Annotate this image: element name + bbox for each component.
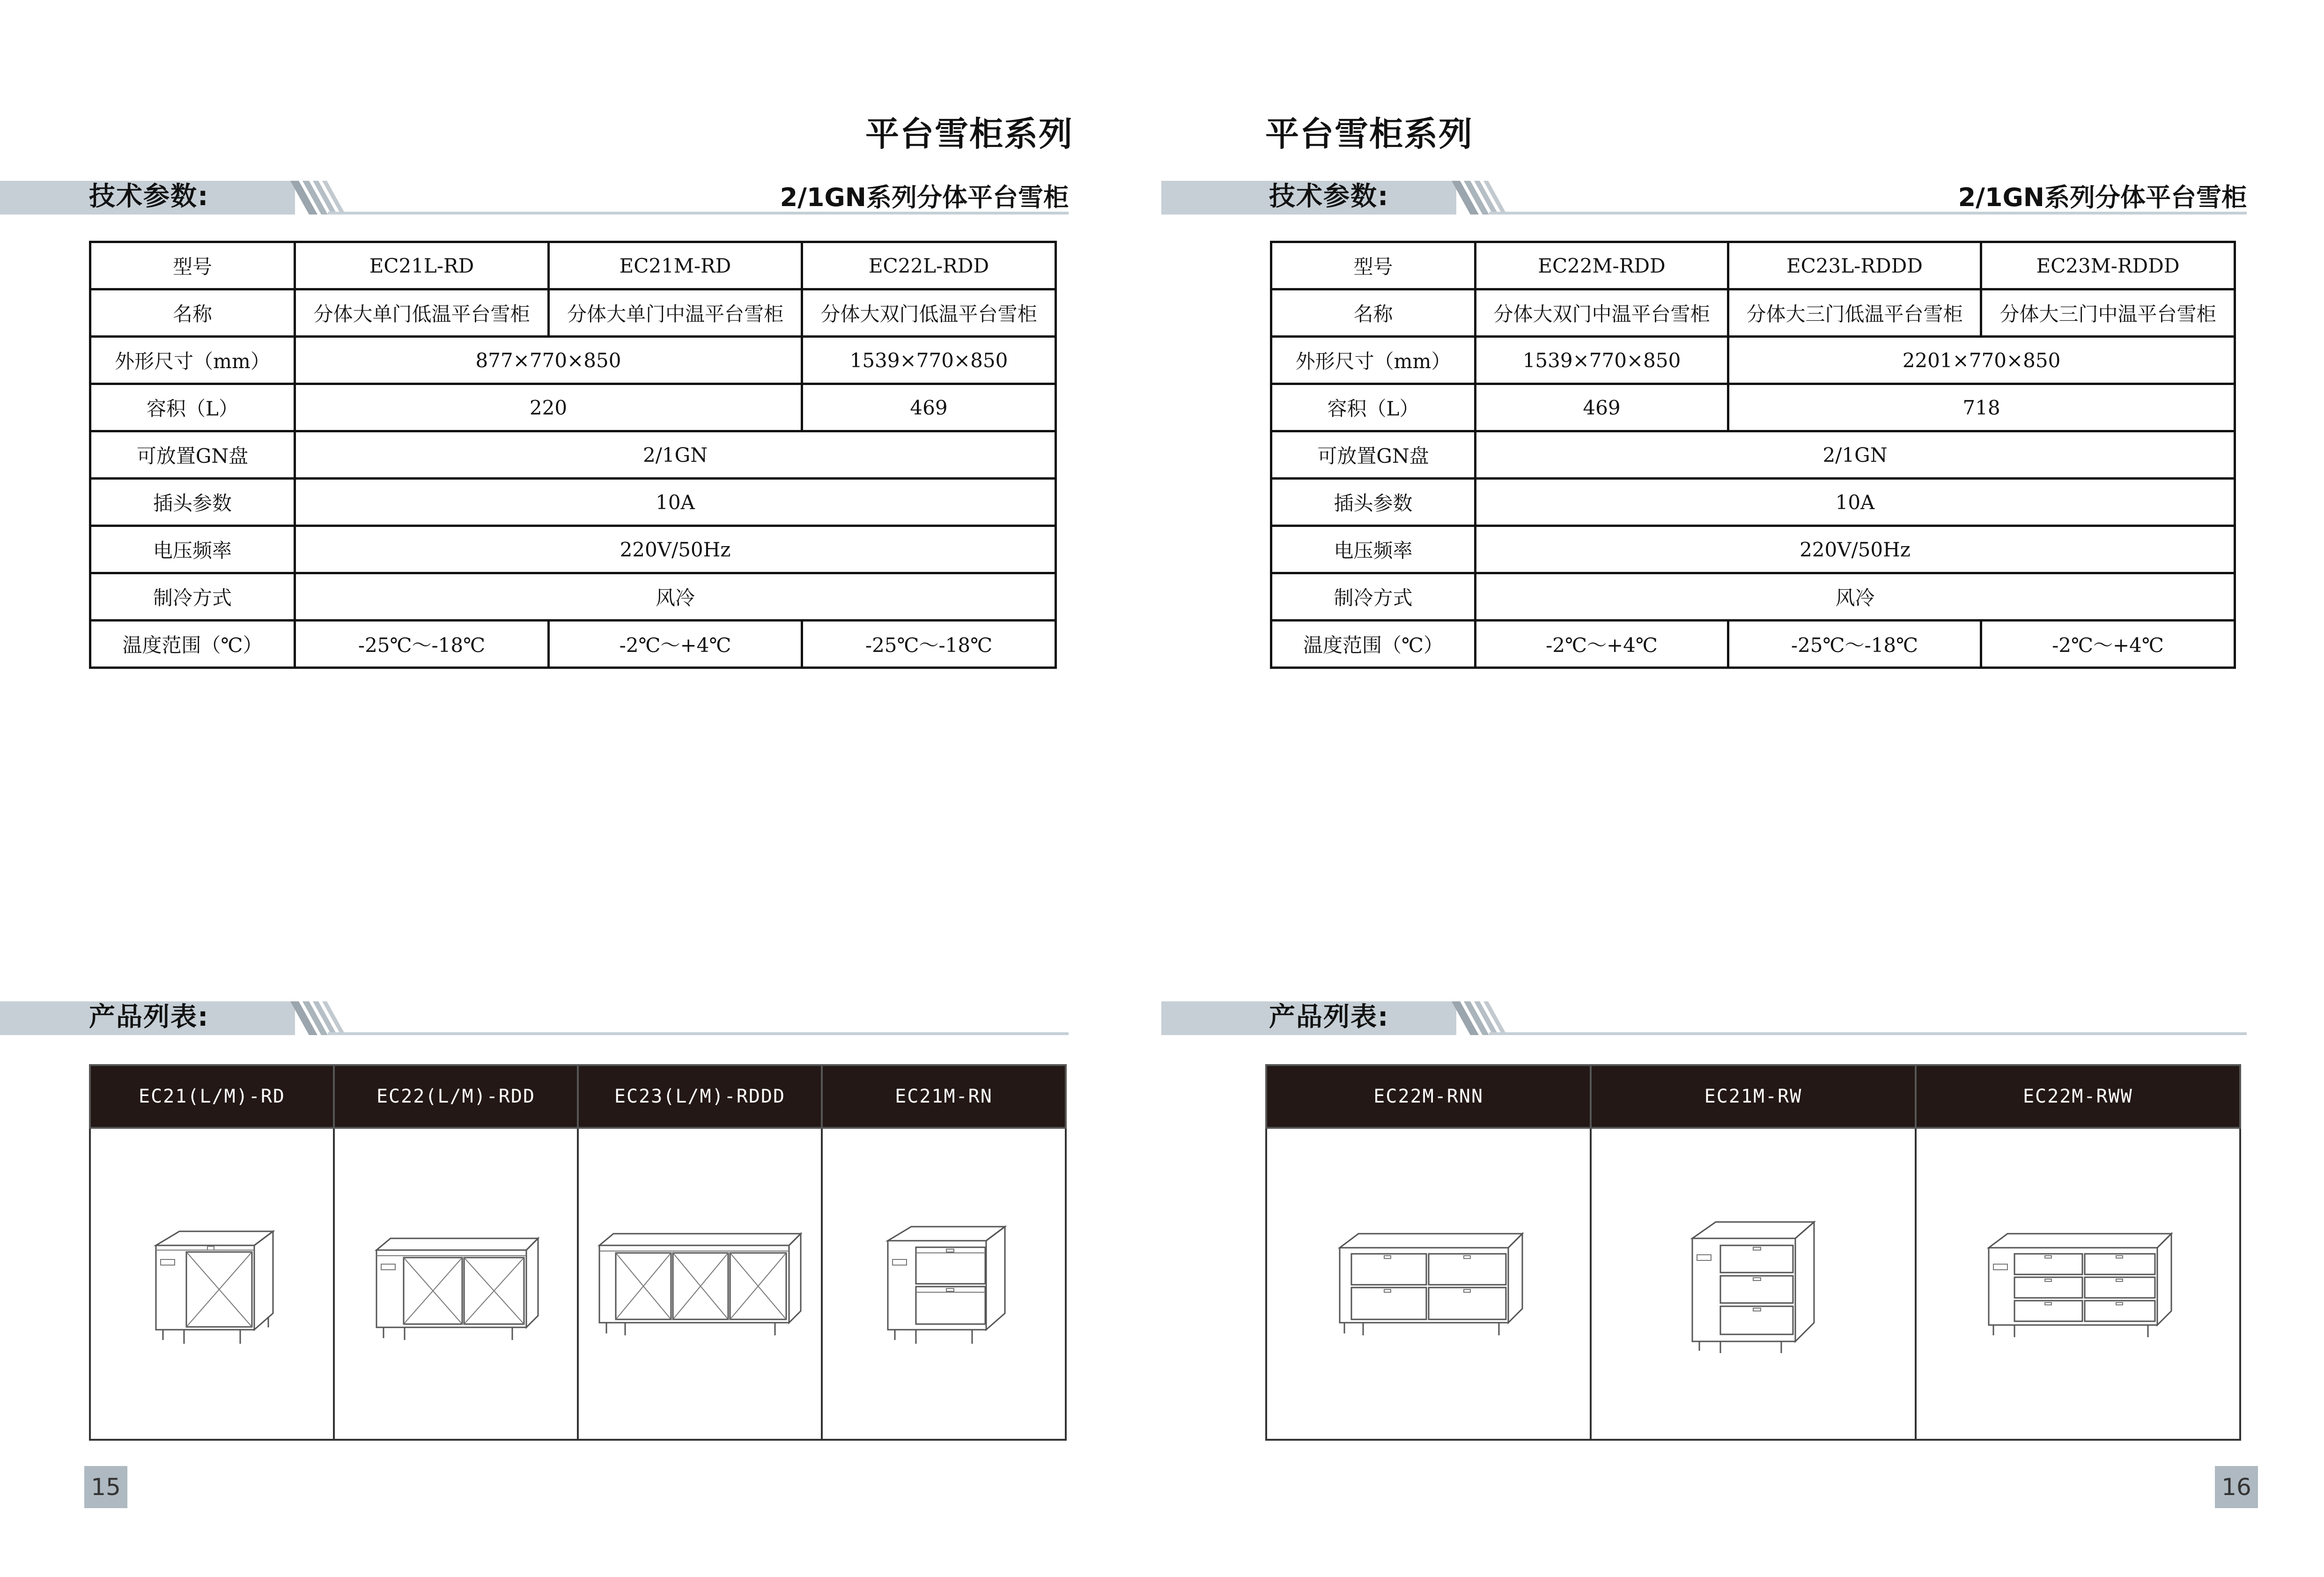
model-cell: EC23M-RDDD (1981, 242, 2235, 289)
table-row (1271, 337, 2235, 384)
row-label-volume: 容积（L） (90, 384, 295, 431)
row-label-gn: 可放置GN盘 (90, 431, 295, 479)
table-row (90, 289, 1056, 337)
product-name: EC23(L/M)-RDDD (578, 1065, 822, 1128)
volume-cell: 718 (1728, 384, 2235, 431)
row-label-temp: 温度范围（℃） (1271, 621, 1476, 668)
gn-cell: 2/1GN (1476, 431, 2235, 479)
row-label-voltage: 电压频率 (90, 526, 295, 573)
tech-params-subtitle: 2/1GN系列分体平台雪柜 (780, 183, 1069, 212)
table-row (90, 573, 1056, 621)
table-row (1271, 242, 2235, 289)
cooling-cell: 风冷 (295, 573, 1056, 621)
two-drawer-counter-illustration (869, 1208, 1019, 1358)
table-row (90, 242, 1056, 289)
name-cell: 分体大单门中温平台雪柜 (549, 289, 802, 337)
model-cell: EC21L-RD (295, 242, 549, 289)
name-cell: 分体大三门中温平台雪柜 (1981, 289, 2235, 337)
name-cell: 分体大双门中温平台雪柜 (1476, 289, 1728, 337)
product-image-cell (822, 1128, 1066, 1440)
dims-cell: 877×770×850 (295, 337, 802, 384)
dims-cell: 1539×770×850 (1476, 337, 1728, 384)
tech-params-label: 技术参数: (89, 181, 209, 212)
row-label-model: 型号 (1271, 242, 1476, 289)
product-table (89, 1064, 1067, 1441)
row-label-gn: 可放置GN盘 (1271, 431, 1476, 479)
cooling-cell: 风冷 (1476, 573, 2235, 621)
product-name: EC21M-RW (1591, 1065, 1915, 1128)
tech-params-subtitle: 2/1GN系列分体平台雪柜 (1958, 183, 2247, 212)
row-label-temp: 温度范围（℃） (90, 621, 295, 668)
product-list-label: 产品列表: (89, 1002, 209, 1032)
row-label-cooling: 制冷方式 (90, 573, 295, 621)
six-drawer-counter-illustration (1970, 1213, 2185, 1353)
table-row (1271, 526, 2235, 573)
table-row (1271, 621, 2235, 668)
product-name: EC22(L/M)-RDD (334, 1065, 578, 1128)
page-left (0, 0, 1157, 1577)
product-list-label: 产品列表: (1269, 1002, 1389, 1032)
model-cell: EC22M-RDD (1476, 242, 1728, 289)
volume-cell: 469 (1476, 384, 1728, 431)
product-header-row (90, 1065, 1066, 1128)
voltage-cell: 220V/50Hz (295, 526, 1056, 573)
page-number: 15 (84, 1466, 127, 1508)
spec-table (1270, 241, 2236, 669)
product-image-cell (90, 1128, 334, 1440)
plug-cell: 10A (1476, 479, 2235, 526)
temp-cell: -25℃～-18℃ (295, 621, 549, 668)
table-row (90, 621, 1056, 668)
product-name: EC21(L/M)-RD (90, 1065, 334, 1128)
table-row (1271, 384, 2235, 431)
model-cell: EC22L-RDD (802, 242, 1056, 289)
product-name: EC22M-RWW (1916, 1065, 2240, 1128)
row-label-plug: 插头参数 (1271, 479, 1476, 526)
volume-cell: 469 (802, 384, 1056, 431)
row-label-dims: 外形尺寸（mm） (1271, 337, 1476, 384)
product-name: EC21M-RN (822, 1065, 1066, 1128)
tech-params-header (1161, 181, 2247, 215)
table-row (90, 384, 1056, 431)
four-drawer-counter-illustration (1321, 1213, 1536, 1353)
three-drawer-counter-illustration (1674, 1203, 1833, 1362)
gn-cell: 2/1GN (295, 431, 1056, 479)
tech-params-header (0, 181, 1069, 215)
page-number: 16 (2215, 1466, 2258, 1508)
single-door-counter-illustration (137, 1213, 287, 1353)
table-row (1271, 431, 2235, 479)
header-stripes-decoration (290, 181, 347, 215)
tech-params-label: 技术参数: (1269, 181, 1389, 212)
series-title: 平台雪柜系列 (865, 114, 1074, 154)
series-title: 平台雪柜系列 (1265, 114, 1474, 154)
row-label-dims: 外形尺寸（mm） (90, 337, 295, 384)
voltage-cell: 220V/50Hz (1476, 526, 2235, 573)
plug-cell: 10A (295, 479, 1056, 526)
row-label-plug: 插头参数 (90, 479, 295, 526)
product-image-cell (578, 1128, 822, 1440)
row-label-model: 型号 (90, 242, 295, 289)
product-image-cell (1916, 1128, 2240, 1440)
dims-cell: 1539×770×850 (802, 337, 1056, 384)
temp-cell: -2℃～+4℃ (1476, 621, 1728, 668)
product-image-row (90, 1128, 1066, 1440)
product-table (1265, 1064, 2241, 1441)
product-list-header (0, 1001, 1069, 1035)
table-row (1271, 573, 2235, 621)
row-label-name: 名称 (90, 289, 295, 337)
header-stripes-decoration (290, 1001, 347, 1035)
row-label-volume: 容积（L） (1271, 384, 1476, 431)
volume-cell: 220 (295, 384, 802, 431)
product-name: EC22M-RNN (1266, 1065, 1591, 1128)
product-header-row (1266, 1065, 2240, 1128)
name-cell: 分体大双门低温平台雪柜 (802, 289, 1056, 337)
temp-cell: -2℃～+4℃ (549, 621, 802, 668)
table-row (1271, 289, 2235, 337)
model-cell: EC21M-RD (549, 242, 802, 289)
table-row (90, 479, 1056, 526)
product-image-cell (1591, 1128, 1915, 1440)
table-row (1271, 479, 2235, 526)
table-row (90, 526, 1056, 573)
double-door-counter-illustration (362, 1213, 550, 1353)
row-label-cooling: 制冷方式 (1271, 573, 1476, 621)
table-row (90, 337, 1056, 384)
product-list-header (1161, 1001, 2247, 1035)
row-label-voltage: 电压频率 (1271, 526, 1476, 573)
temp-cell: -25℃～-18℃ (1728, 621, 1981, 668)
name-cell: 分体大单门低温平台雪柜 (295, 289, 549, 337)
page-right (1161, 0, 2324, 1577)
triple-door-counter-illustration (588, 1213, 812, 1353)
header-stripes-decoration (1452, 181, 1508, 215)
header-stripes-decoration (1452, 1001, 1508, 1035)
product-image-row (1266, 1128, 2240, 1440)
temp-cell: -25℃～-18℃ (802, 621, 1056, 668)
temp-cell: -2℃～+4℃ (1981, 621, 2235, 668)
row-label-name: 名称 (1271, 289, 1476, 337)
name-cell: 分体大三门低温平台雪柜 (1728, 289, 1981, 337)
table-row (90, 431, 1056, 479)
dims-cell: 2201×770×850 (1728, 337, 2235, 384)
product-image-cell (334, 1128, 578, 1440)
model-cell: EC23L-RDDD (1728, 242, 1981, 289)
product-image-cell (1266, 1128, 1591, 1440)
spec-table (89, 241, 1057, 669)
